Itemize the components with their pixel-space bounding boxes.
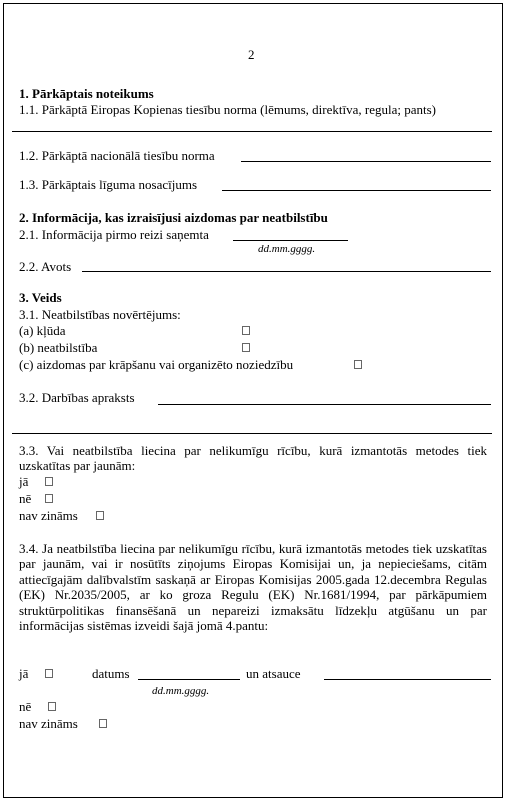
section-1-heading: 1. Pārkāptais noteikums [19, 86, 154, 101]
question-3-2-label: 3.2. Darbības apraksts [19, 390, 135, 405]
q3-4-yes-label: jā [19, 666, 29, 681]
question-1-1-label: 1.1. Pārkāptā Eiropas Kopienas tiesību norma (lēmums, direktīva, regula; pants) [19, 102, 436, 117]
question-1-3-field[interactable] [222, 190, 491, 191]
date-format-hint: dd.mm.gggg. [258, 243, 316, 255]
q3-3-unknown-label: nav zināms [19, 508, 78, 523]
section-2-heading: 2. Informācija, kas izraisījusi aizdomas par neatbilstību [19, 210, 328, 225]
question-3-4-text: 3.4. Ja neatbilstība liecina par nelikumīgu rīcību, kurā izmantotās metodes tiek uzskatītas par jaunām, vai ir nosūtīts ziņojums Eiropas Komisijai un, ja nepieciešams, citām attiecīgajām dalībvalstīm saskaņā ar Eiropas Komisijas 2005.gada 12.decembra Regulas (EK) Nr.2035/2005, ar ko groza Regulu (EK) Nr.1681/1994, par pārkāpumiem struktūrpolitikas finansēšanā un nepareizi izmaksātu līdzekļu atgūšanu un par informācijas sistēmas izveidi šajā jomā 4.pantu: [19, 541, 487, 634]
q3-3-yes-checkbox[interactable] [45, 477, 53, 486]
q3-4-no-label: nē [19, 699, 32, 714]
q3-3-yes-label: jā [19, 474, 29, 489]
page-number: 2 [248, 47, 255, 62]
question-3-2-field-line-2[interactable] [12, 433, 492, 434]
q3-3-unknown-checkbox[interactable] [96, 511, 104, 520]
q3-4-date-label: datums [92, 666, 130, 681]
q3-4-date-field[interactable] [138, 679, 240, 680]
option-b-checkbox[interactable] [242, 343, 250, 352]
q3-4-no-checkbox[interactable] [48, 702, 56, 711]
question-3-3-text: 3.3. Vai neatbilstība liecina par nelikumīgu rīcību, kurā izmantotās metodes tiek uzskatītas par jaunām: [19, 443, 487, 474]
option-b-label: (b) neatbilstība [19, 340, 98, 355]
question-1-3-label: 1.3. Pārkāptais līguma nosacījums [19, 177, 198, 192]
q3-4-reference-label: un atsauce [246, 666, 301, 681]
option-c-checkbox[interactable] [354, 360, 362, 369]
question-3-2-field[interactable] [158, 404, 491, 405]
option-a-label: (a) kļūda [19, 323, 66, 338]
q3-4-reference-field[interactable] [324, 679, 491, 680]
q3-4-yes-checkbox[interactable] [45, 669, 53, 678]
option-c-label: (c) aizdomas par krāpšanu vai organizēto noziedzību [19, 357, 294, 372]
question-2-1-label: 2.1. Informācija pirmo reizi saņemta [19, 227, 209, 242]
question-1-2-label: 1.2. Pārkāptā nacionālā tiesību norma [19, 148, 215, 163]
q3-4-unknown-label: nav zināms [19, 716, 78, 731]
question-3-1-label: 3.1. Neatbilstības novērtējums: [19, 307, 181, 322]
question-1-2-field[interactable] [241, 161, 491, 162]
question-1-1-field[interactable] [12, 131, 492, 132]
question-2-2-field[interactable] [82, 271, 491, 272]
q3-4-date-format-hint: dd.mm.gggg. [152, 685, 210, 697]
q3-3-no-label: nē [19, 491, 32, 506]
option-a-checkbox[interactable] [242, 326, 250, 335]
q3-4-unknown-checkbox[interactable] [99, 719, 107, 728]
question-2-2-label: 2.2. Avots [19, 259, 72, 274]
question-2-1-date-field[interactable] [233, 240, 348, 241]
q3-3-no-checkbox[interactable] [45, 494, 53, 503]
section-3-heading: 3. Veids [19, 290, 62, 305]
